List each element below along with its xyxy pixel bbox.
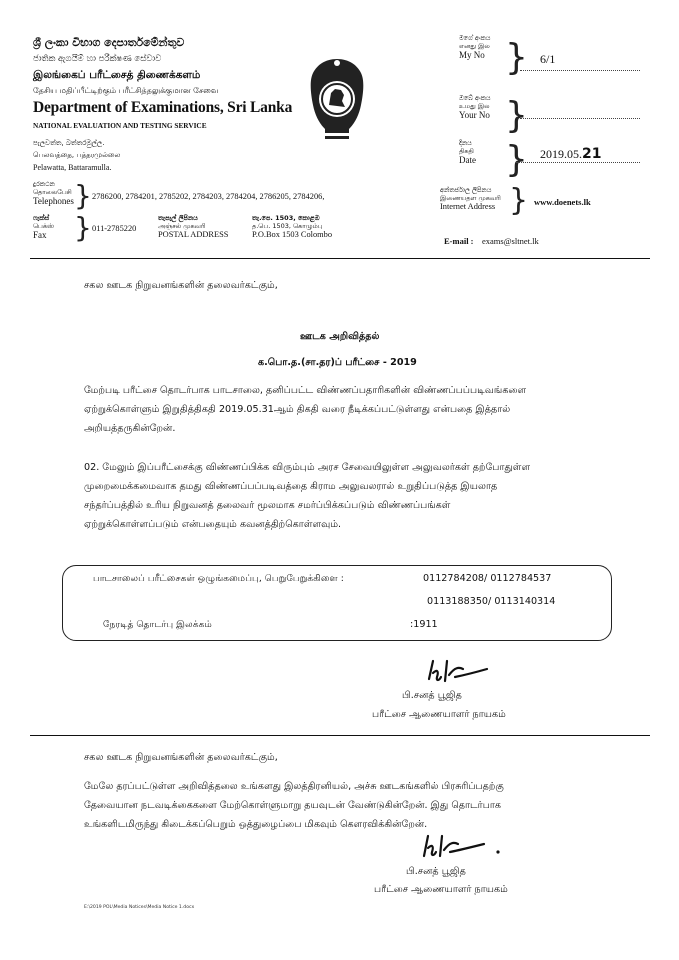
brace-icon: } bbox=[74, 179, 92, 212]
date-label: දිනය திகதி Date bbox=[459, 139, 476, 165]
contact-numbers-2: 0113188350/ 0113140314 bbox=[427, 596, 556, 607]
signature-image bbox=[420, 830, 510, 866]
email-link[interactable]: exams@sltnet.lk bbox=[482, 236, 539, 246]
your-no-label: ඔබේ අංකය உமது இல Your No bbox=[459, 94, 491, 120]
salutation: சகல ஊடக நிறுவனங்களின் தலைவர்கட்கும், bbox=[84, 280, 278, 291]
dotted-line bbox=[520, 70, 640, 71]
phone-label: දුරකථන தொலைபேசி Telephones bbox=[33, 180, 74, 206]
service-name-sinhala: ජාතික ඇගයීම් හා පරීක්ෂණ සේවාව bbox=[33, 54, 162, 64]
signer-title: பரீட்சை ஆணையாளர் நாயகம் bbox=[372, 709, 506, 720]
signer-name: பி.சனத் பூஜித bbox=[402, 690, 462, 701]
brace-icon: } bbox=[505, 95, 528, 136]
my-no-label: මගේ අංකය எனது இல My No bbox=[459, 34, 491, 60]
my-no-value: 6/1 bbox=[540, 52, 556, 66]
location-sinhala: පැලවත්ත, බත්තරමුල්ල. bbox=[33, 139, 105, 147]
exam-title: க.பொ.த.(சா.தர)ப் பரீட்சை - 2019 bbox=[258, 357, 417, 368]
contact-numbers-1: 0112784208/ 0112784537 bbox=[423, 573, 552, 584]
section-divider bbox=[30, 735, 650, 736]
brace-icon: } bbox=[74, 211, 92, 244]
contact-numbers-3: :1911 bbox=[410, 619, 438, 630]
salutation-2: சகல ஊடக நிறுவனங்களின் தலைவர்கட்கும், bbox=[84, 752, 278, 763]
brace-icon: } bbox=[505, 37, 528, 78]
contact-label-1: பாடசாலைப் பரீட்சைகள் ஒழுங்கமைப்பு, பெறுபேறுக்கிளை : bbox=[93, 573, 344, 584]
service-name-english: NATIONAL EVALUATION AND TESTING SERVICE bbox=[33, 121, 207, 130]
paragraph-2: 02. மேலும் இப்பரீட்சைக்கு விண்ணப்பிக்க விரும்பும் அரச சேவையிலுள்ள அலுவலர்கள் தற்போதுள்ள முறைமைக்கமைவாக தமது விண்ணப்பப்படிவத்தை கிராம அலுவலரால் உறுதிப்படுத்த இயலாத சந்தர்ப்பத்தில் உரிய நிறுவனத் தலைவர் மூலமாக சமர்ப்பிக்கப்படும் விண்ணப்பங்கள் ஏற்றுக்கொள்ளப்படும் என்பதையும் கவனத்திற்கொள்ளவும். bbox=[84, 462, 531, 530]
dotted-line bbox=[520, 118, 640, 119]
signer-title-2: பரீட்சை ஆணையாளர் நாயகம் bbox=[374, 884, 508, 895]
location-english: Pelawatta, Battaramulla. bbox=[33, 163, 112, 172]
brace-icon: } bbox=[509, 183, 529, 218]
signer-name-2: பி.சனத் பூஜித bbox=[406, 866, 466, 877]
date-value: 2019.05.21 bbox=[540, 146, 602, 162]
file-reference: E:\2019 POL\Media Notices\Media Notice 1.docx bbox=[84, 905, 195, 910]
postal-address: තැ.පෙ. 1503, කොළඹ த.பெ. 1503, கொழும்பு P.O.Box 1503 Colombo bbox=[252, 214, 333, 239]
service-name-tamil: தேசிய மதிப்பீட்டிற்கும் பரீட்சித்தலுக்குமான சேவை bbox=[33, 86, 219, 95]
fax-label: ෆැක්ස් பெக்ஸ் Fax bbox=[33, 214, 55, 240]
header-divider bbox=[30, 258, 650, 259]
brace-icon: } bbox=[505, 139, 528, 180]
internet-label: අන්තර්ජාල ලිපිනය இணையதள முகவரி Internet Address bbox=[440, 186, 501, 211]
phone-numbers: 2786200, 2784201, 2785202, 2784203, 2784204, 2786205, 2784206, bbox=[92, 192, 325, 201]
dotted-line bbox=[516, 162, 640, 163]
location-tamil: பெலவத்தை, பத்தரமுல்லை bbox=[33, 151, 121, 159]
paragraph-3: மேலே தரப்பட்டுள்ள அறிவித்தலை உங்களது இலத்திரனியல், அச்சு ஊடகங்களில் பிரசுரிப்பதற்கு தேவையான நடவடிக்கைகளை மேற்கொள்ளுமாறு தயவுடன் வேண்டுகின்றேன். இது தொடர்பாக உங்களிடமிருந்து கிடைக்கப்பெறும் ஒத்துழைப்பை மிகவும் கௌரவிக்கின்றேன். bbox=[84, 781, 504, 830]
dept-name-english: Department of Examinations, Sri Lanka bbox=[33, 99, 293, 116]
dept-name-tamil: இலங்கைப் பரீட்சைத் திணைக்களம் bbox=[33, 69, 201, 81]
paragraph-1: மேற்படி பரீட்சை தொடர்பாக பாடசாலை, தனிப்பட்ட விண்ணப்பதாரிகளின் விண்ணப்பப்படிவங்களை ஏற்றுக்கொள்ளும் இறுதித்திகதி 2019.05.31ஆம் திகதி வரை நீடிக்கப்பட்டுள்ளது என்பதை இத்தால் அறியத்தருகின்றேன். bbox=[84, 385, 527, 434]
fax-number: 011-2785220 bbox=[92, 224, 137, 233]
notice-heading: ஊடக அறிவித்தல் bbox=[300, 331, 380, 342]
postal-label: තැපැල් ලිපිනය அஞ்சல் முகவரி POSTAL ADDRESS bbox=[158, 214, 229, 239]
dept-name-sinhala: ශ්‍රී ලංකා විභාග දෙපාර්තමේන්තුව bbox=[33, 36, 185, 49]
email-label: E-mail : bbox=[444, 236, 474, 246]
website-link[interactable]: www.doenets.lk bbox=[534, 197, 591, 207]
contact-label-2: நேரடித் தொடர்பு இலக்கம் bbox=[103, 619, 212, 630]
sri-lanka-emblem-icon bbox=[305, 55, 369, 145]
contact-box bbox=[62, 565, 612, 641]
